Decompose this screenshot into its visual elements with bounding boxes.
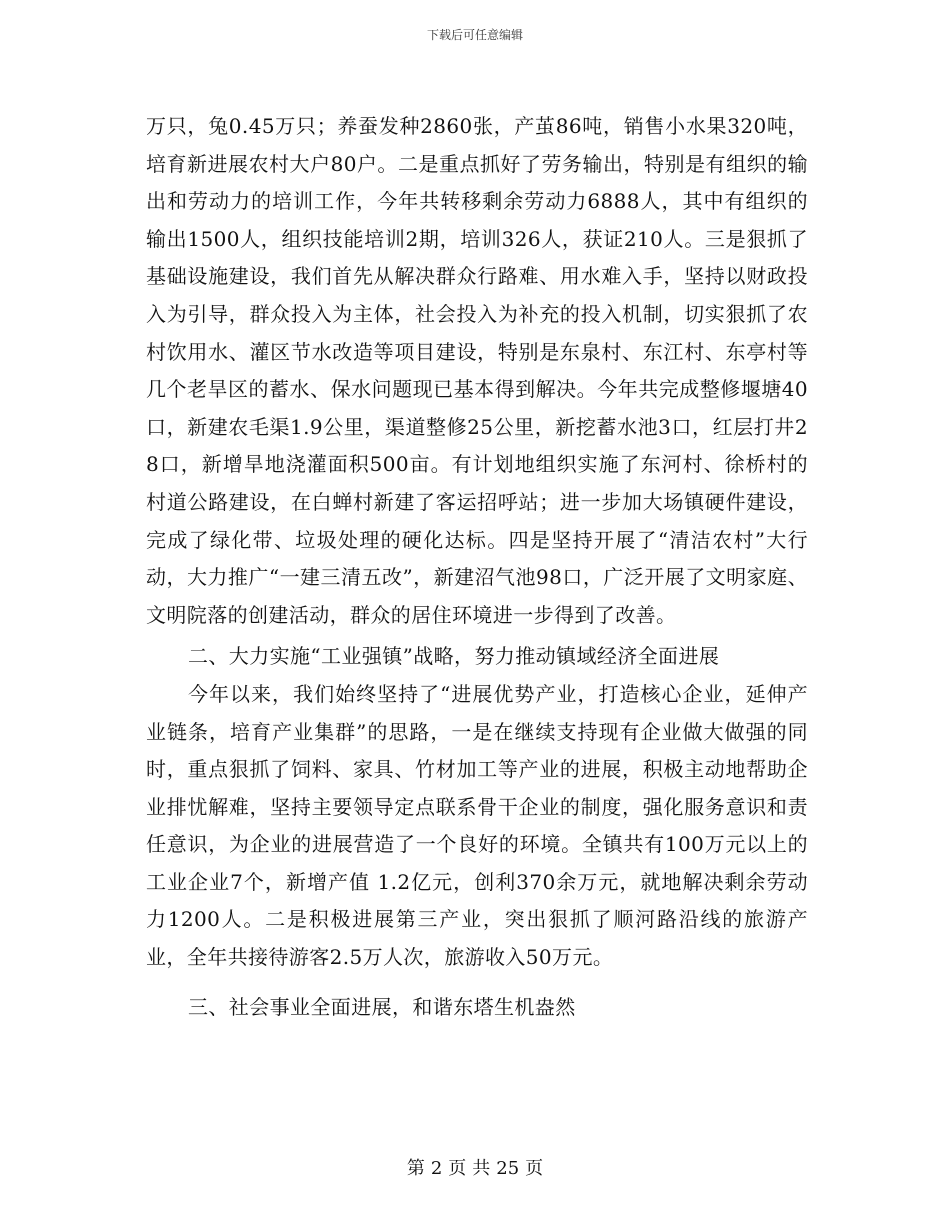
footer-prefix: 第 <box>406 1158 425 1179</box>
current-page-number: 2 <box>430 1158 443 1179</box>
footer-total-label: 共 <box>472 1158 491 1179</box>
footer-suffix: 页 <box>525 1158 544 1179</box>
section-heading-2: 二、大力实施“工业强镇”战略，努力推动镇域经济全面进展 <box>188 644 720 669</box>
page-header: 下载后可任意编辑 <box>426 28 523 42</box>
body-paragraph-2: 今年以来，我们始终坚持了“进展优势产业，打造核心企业，延伸产业链条，培育产业集群”的思路，一是在继续支持现有企业做大做强的同时，重点狠抓了饲料、家具、竹材加工等产业的进展，积极主动地帮助企业排忧解难，坚持主要领导定点联系骨干企业的制度，强化服务意识和责任意识，为企业的进展营造了一个良好的环境。全镇共有100万元以上的工业企业7个，新增产值 1.2亿元，创利370余万元，就地解决剩余劳动力1200人。二是积极进展第三产业，突出狠抓了顺河路沿线的旅游产业，全年共接待游客2.5万人次，旅游收入50万元。 <box>146 681 808 970</box>
page-footer <box>0 1154 950 1180</box>
footer-page-label: 页 <box>448 1158 467 1179</box>
document-body <box>146 108 808 1026</box>
body-paragraph-1: 万只，兔0.45万只；养蚕发种2860张，产茧86吨，销售小水果320吨，培育新进展农村大户80户。二是重点抓好了劳务输出，特别是有组织的输出和劳动力的培训工作，今年共转移剩余劳动力6888人，其中有组织的输出1500人，组织技能培训2期，培训326人，获证210人。三是狠抓了基础设施建设，我们首先从解决群众行路难、用水难入手，坚持以财政投入为引导，群众投入为主体，社会投入为补充的投入机制，切实狠抓了农村饮用水、灌区节水改造等项目建设，特别是东泉村、东江村、东亭村等几个老旱区的蓄水、保水问题现已基本得到解决。今年共完成整修堰塘40口，新建农毛渠1.9公里，渠道整修25公里，新挖蓄水池3口，红层打井28口，新增旱地浇灌面积500亩。有计划地组织实施了东河村、徐桥村的村道公路建设，在白蝉村新建了客运招呼站；进一步加大场镇硬件建设，完成了绿化带、垃圾处理的硬化达标。四是坚持开展了“清洁农村”大行动，大力推广“一建三清五改”，新建沼气池98口，广泛开展了文明家庭、文明院落的创建活动，群众的居住环境进一步得到了改善。 <box>146 114 808 627</box>
total-page-count: 25 <box>496 1158 520 1179</box>
section-heading-3: 三、社会事业全面进展，和谐东塔生机盎然 <box>188 994 576 1019</box>
